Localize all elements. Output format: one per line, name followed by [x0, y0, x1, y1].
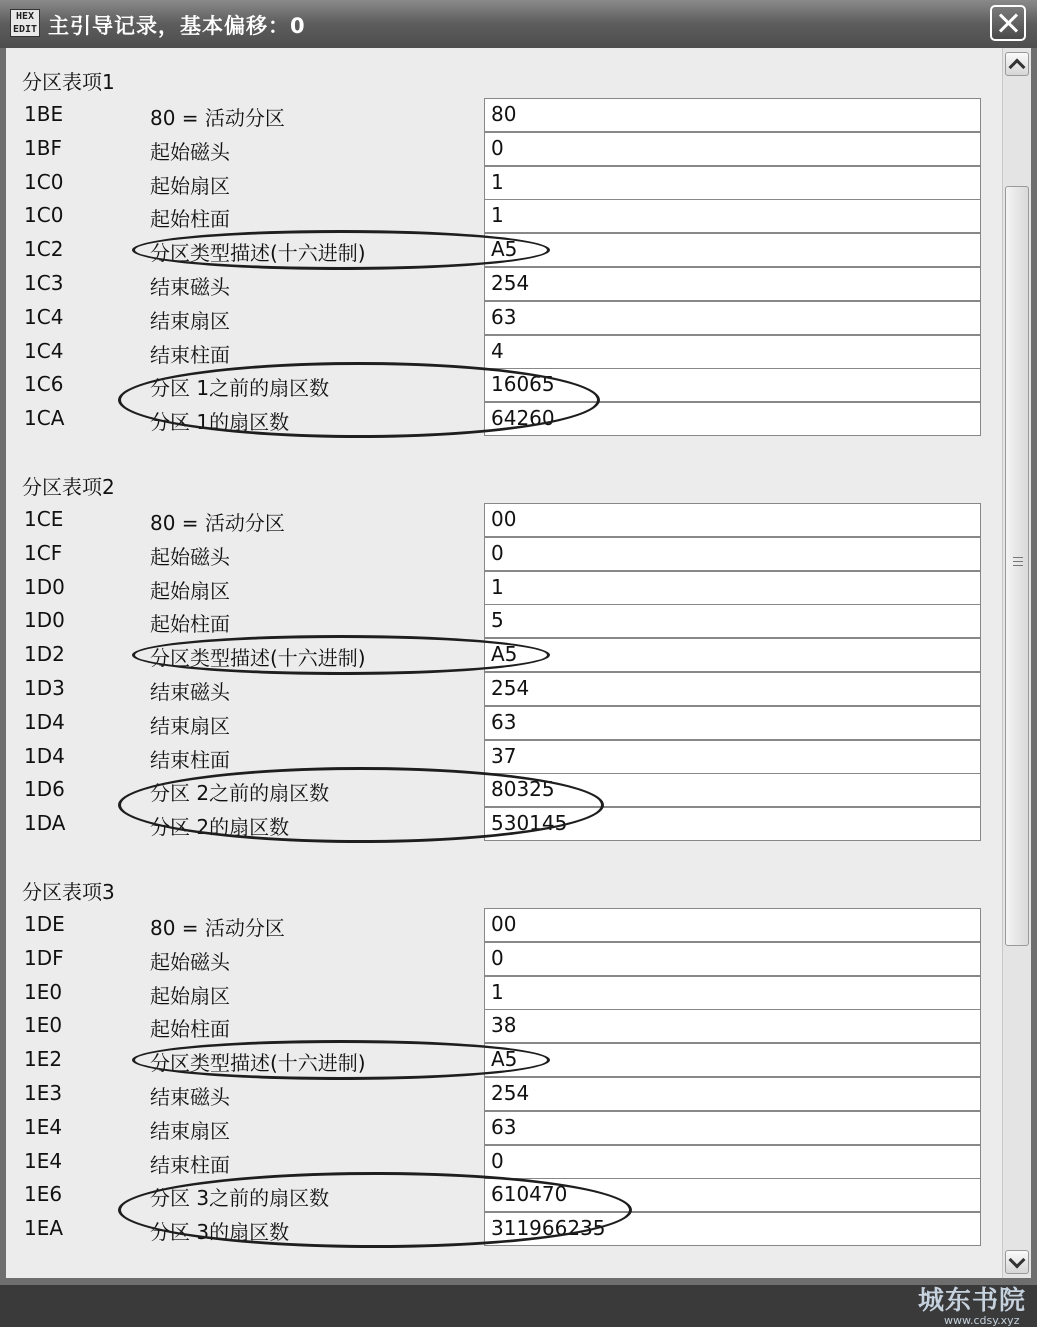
row-label: 分区 1的扇区数 — [150, 410, 290, 435]
row-label: 80 = 活动分区 — [150, 511, 285, 535]
row-offset: 1BF — [24, 135, 62, 160]
row-offset: 1BE — [24, 102, 64, 126]
title-bar[interactable] — [0, 0, 1037, 48]
row-label: 结束磁头 — [150, 1085, 230, 1109]
row-label: 结束柱面 — [150, 747, 230, 772]
row-label: 起始磁头 — [150, 949, 230, 974]
row-value-field[interactable]: 80 — [484, 98, 981, 132]
row-offset: 1DF — [24, 945, 64, 970]
row-value-field[interactable]: A5 — [484, 638, 981, 672]
row-label: 分区 2之前的扇区数 — [150, 781, 330, 806]
row-offset: 1CF — [24, 540, 63, 565]
row-value-field[interactable]: 80325 — [484, 773, 981, 807]
row-label: 结束柱面 — [150, 342, 230, 367]
row-value-field[interactable]: 63 — [484, 706, 981, 740]
row-label: 分区类型描述(十六进制) — [150, 241, 366, 266]
row-offset: 1D2 — [24, 642, 65, 667]
row-value-field[interactable]: 00 — [484, 908, 981, 942]
row-offset: 1D6 — [24, 777, 65, 802]
row-value-field[interactable]: 254 — [484, 267, 981, 301]
close-button[interactable] — [990, 5, 1026, 41]
row-value-field[interactable]: 254 — [484, 672, 981, 706]
vertical-scrollbar[interactable] — [1002, 48, 1031, 1278]
row-label: 结束扇区 — [150, 713, 230, 738]
row-offset: 1E3 — [24, 1081, 63, 1105]
row-value-field[interactable]: 4 — [484, 335, 981, 369]
row-offset: 1D4 — [24, 709, 65, 734]
row-offset: 1DE — [24, 912, 65, 936]
row-label: 起始柱面 — [150, 207, 230, 232]
row-label: 分区 1之前的扇区数 — [150, 376, 330, 401]
row-offset: 1C4 — [24, 304, 64, 329]
row-value-field[interactable]: 64260 — [484, 402, 981, 436]
row-label: 结束扇区 — [150, 308, 230, 333]
row-offset: 1D0 — [24, 608, 65, 633]
row-value-field[interactable]: 254 — [484, 1077, 981, 1111]
row-label: 结束扇区 — [150, 1118, 230, 1143]
row-value-field[interactable]: 00 — [484, 503, 981, 537]
row-value-field[interactable]: 5 — [484, 604, 981, 638]
row-label: 分区类型描述(十六进制) — [150, 1051, 366, 1076]
row-offset: 1C6 — [24, 372, 64, 397]
row-offset: 1D0 — [24, 574, 65, 599]
row-offset: 1DA — [24, 811, 66, 836]
row-label: 结束磁头 — [150, 275, 230, 299]
row-label: 起始扇区 — [150, 578, 230, 603]
row-label: 80 = 活动分区 — [150, 916, 285, 940]
row-value-field[interactable]: 63 — [484, 301, 981, 335]
row-offset: 1CA — [24, 406, 65, 431]
row-label: 分区类型描述(十六进制) — [150, 646, 366, 671]
row-offset: 1D4 — [24, 743, 65, 768]
row-offset: 1E6 — [24, 1182, 63, 1207]
scroll-down-button[interactable] — [1005, 1250, 1029, 1274]
row-label: 起始柱面 — [150, 612, 230, 637]
row-label: 分区 3的扇区数 — [150, 1220, 290, 1245]
section-title: 分区表项3 — [22, 880, 115, 904]
row-value-field[interactable]: A5 — [484, 1043, 981, 1077]
row-offset: 1C3 — [24, 271, 64, 295]
row-label: 起始磁头 — [150, 544, 230, 569]
section-title: 分区表项1 — [22, 70, 115, 94]
partition-table-panel — [6, 48, 1002, 1278]
row-value-field[interactable]: 0 — [484, 1145, 981, 1179]
watermark-url: www.cdsy.xyz — [944, 1314, 1020, 1327]
row-value-field[interactable]: 1 — [484, 199, 981, 233]
row-value-field[interactable]: 0 — [484, 537, 981, 571]
row-offset: 1E4 — [24, 1148, 63, 1173]
row-offset: 1C0 — [24, 203, 64, 228]
row-value-field[interactable]: 610470 — [484, 1178, 981, 1212]
row-label: 80 = 活动分区 — [150, 106, 285, 130]
row-value-field[interactable]: A5 — [484, 233, 981, 267]
row-label: 分区 3之前的扇区数 — [150, 1186, 330, 1211]
section-title: 分区表项2 — [22, 475, 115, 499]
window-title: 主引导记录，基本偏移：0 — [48, 14, 306, 38]
row-offset: 1E0 — [24, 1013, 63, 1038]
row-value-field[interactable]: 530145 — [484, 807, 981, 841]
row-offset: 1E0 — [24, 979, 63, 1004]
row-offset: 1CE — [24, 507, 64, 531]
scroll-thumb[interactable] — [1005, 186, 1029, 946]
row-value-field[interactable]: 16065 — [484, 368, 981, 402]
row-value-field[interactable]: 1 — [484, 166, 981, 200]
row-value-field[interactable]: 38 — [484, 1009, 981, 1043]
grip-icon — [1013, 557, 1023, 569]
hex-editor-app-icon — [10, 9, 40, 37]
row-label: 起始柱面 — [150, 1017, 230, 1042]
row-value-field[interactable]: 37 — [484, 740, 981, 774]
row-offset: 1E2 — [24, 1047, 63, 1072]
scroll-up-button[interactable] — [1005, 52, 1029, 76]
row-label: 分区 2的扇区数 — [150, 815, 290, 840]
row-value-field[interactable]: 0 — [484, 942, 981, 976]
row-offset: 1C0 — [24, 169, 64, 194]
row-label: 结束磁头 — [150, 680, 230, 704]
row-offset: 1D3 — [24, 676, 65, 700]
row-value-field[interactable]: 1 — [484, 976, 981, 1010]
row-value-field[interactable]: 311966235 — [484, 1212, 981, 1246]
dialog-client-area — [6, 48, 1031, 1327]
row-value-field[interactable]: 0 — [484, 132, 981, 166]
row-label: 结束柱面 — [150, 1152, 230, 1177]
row-value-field[interactable]: 1 — [484, 571, 981, 605]
row-value-field[interactable]: 63 — [484, 1111, 981, 1145]
row-offset: 1E4 — [24, 1114, 63, 1139]
row-label: 起始扇区 — [150, 173, 230, 198]
watermark: 城东书院 — [918, 1286, 1027, 1316]
row-offset: 1EA — [24, 1216, 64, 1241]
app-icon-text-top: HEX — [15, 11, 35, 22]
row-label: 起始扇区 — [150, 983, 230, 1008]
row-label: 起始磁头 — [150, 139, 230, 164]
app-icon-text-bottom: EDIT — [12, 24, 38, 35]
row-offset: 1C4 — [24, 338, 64, 363]
row-offset: 1C2 — [24, 237, 64, 262]
